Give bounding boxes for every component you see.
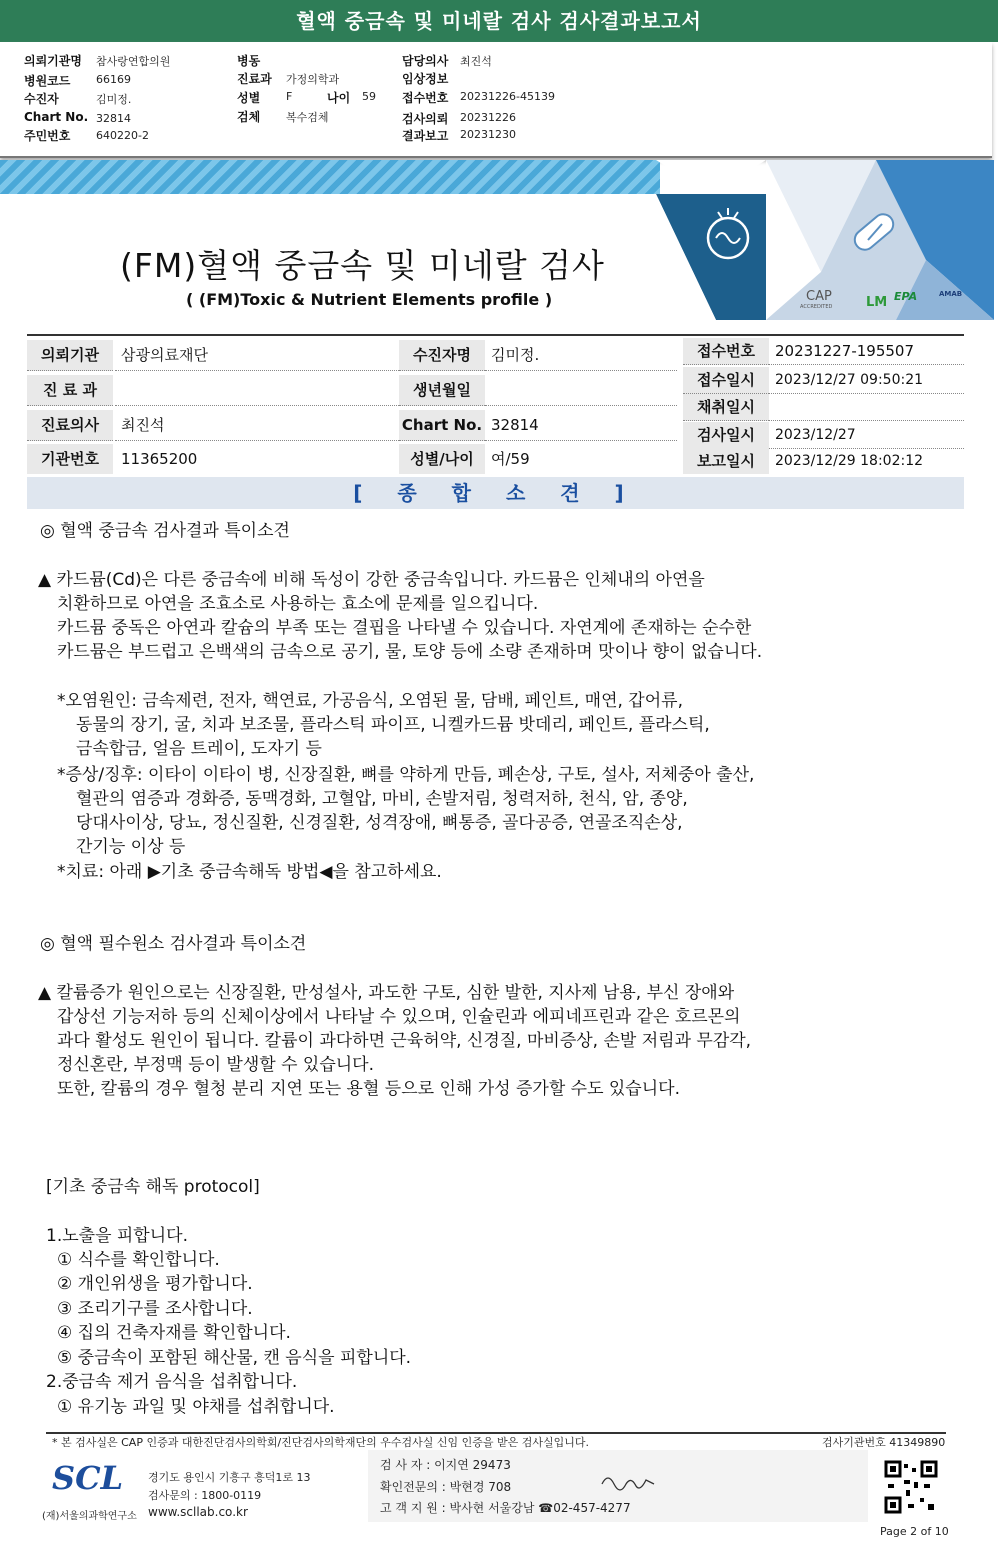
essential-element-heading: ◎ 혈액 필수원소 검사결과 특이소견 (40, 934, 307, 954)
amab-logo: AMAB (939, 290, 963, 298)
info-label: 진 료 과 (27, 375, 113, 406)
header-label: 진료과 (237, 72, 272, 86)
body-line: ④ 집의 건축자재를 확인합니다. (57, 1323, 291, 1343)
info-label: 의뢰기관 (27, 340, 113, 371)
body-line: ② 개인위생을 평가합니다. (57, 1274, 253, 1294)
body-line: 카드뮴은 부드럽고 은백색의 금속으로 공기, 물, 토양 등에 소량 존재하며 맛이나 향이 없습니다. (57, 642, 763, 662)
decorative-stripe (0, 160, 660, 194)
customer-support: 고 객 지 원 : 박사현 서울강남 ☎02-457-4277 (380, 1501, 631, 1515)
body-line: ⑤ 중금속이 포함된 해산물, 캔 음식을 피합니다. (57, 1348, 412, 1368)
info-value: 2023/12/27 (769, 422, 964, 449)
header-value: 복수검체 (286, 111, 329, 124)
header-label: 임상정보 (402, 72, 449, 86)
tester: 검 사 자 : 이지연 29473 (380, 1458, 511, 1472)
info-value: 32814 (485, 410, 677, 441)
cap-logo: CAP (806, 289, 832, 304)
body-line: 또한, 칼륨의 경우 혈청 분리 지연 또는 용혈 등으로 인해 가성 증가할 수도 있습니다. (57, 1079, 680, 1099)
page-title: (FM)혈액 중금속 및 미네랄 검사 (120, 246, 605, 285)
patient-info-table (27, 334, 964, 476)
header-value: 가정의학과 (286, 73, 340, 86)
signature-mark (598, 1470, 658, 1492)
header-label: 검사의뢰 (402, 112, 449, 126)
info-label: 생년월일 (399, 375, 485, 406)
info-label: 접수일시 (683, 367, 769, 394)
info-value: 11365200 (121, 450, 198, 468)
info-label: 수진자명 (399, 340, 485, 371)
header-label: 병동 (237, 54, 261, 68)
protocol-heading: [기초 중금속 해독 protocol] (46, 1177, 260, 1197)
header-value: 20231230 (460, 128, 516, 141)
body-line: *치료: 아래 ▶기초 중금속해독 방법◀을 참고하세요. (57, 862, 442, 882)
body-line: 동물의 장기, 굴, 치과 보조물, 플라스틱 파이프, 니켈카드뮴 밧데리, 페인트, 플라스틱, (76, 715, 710, 735)
body-line: 치환하므로 아연을 조효소로 사용하는 효소에 문제를 일으킵니다. (57, 594, 539, 614)
info-value (769, 394, 964, 421)
header-graphic (656, 160, 994, 320)
info-label: 접수번호 (683, 338, 769, 365)
info-label: 성별/나이 (399, 444, 485, 474)
body-line: 과다 활성도 원인이 됩니다. 칼륨이 과다하면 근육허약, 신경질, 마비증상, 손발 저림과 무감각, (57, 1031, 752, 1051)
heavy-metal-heading: ◎ 혈액 중금속 검사결과 특이소견 (40, 521, 290, 541)
info-value: 김미정. (485, 340, 677, 371)
header-value: F (286, 90, 293, 103)
info-value: 2023/12/27 09:50:21 (769, 367, 964, 394)
header-label: 담당의사 (402, 54, 449, 68)
body-line: 2.중금속 제거 음식을 섭취합니다. (46, 1372, 298, 1392)
body-line: 혈관의 염증과 경화증, 동맥경화, 고혈압, 마비, 손발저림, 청력저하, 천식, 암, 종양, (76, 789, 688, 809)
body-line: ▲ 카드뮴(Cd)은 다른 중금속에 비해 독성이 강한 중금속입니다. 카드뮴은 인체내의 아연을 (38, 570, 705, 590)
info-value: 2023/12/29 18:02:12 (775, 453, 924, 469)
report-banner: 혈액 중금속 및 미네랄 검사 검사결과보고서 (0, 0, 998, 42)
header-label: 성별 (237, 91, 261, 105)
page-number: Page 2 of 10 (880, 1525, 949, 1538)
header-label-age: 나이 (327, 91, 351, 105)
body-line: 금속합금, 얼음 트레이, 도자기 등 (76, 739, 322, 759)
header-label: 수진자 (24, 92, 59, 106)
body-line: *증상/징후: 이타이 이타이 병, 신장질환, 뼈를 약하게 만듬, 폐손상, 구토, 설사, 저체중아 출산, (57, 765, 755, 785)
header-label: 의뢰기관명 (24, 54, 82, 68)
body-line: *오염원인: 금속제련, 전자, 핵연료, 가공음식, 오염된 물, 담배, 페인트, 매연, 갑어류, (57, 691, 683, 711)
info-value (485, 375, 677, 406)
epa-logo: EPA (894, 290, 918, 303)
info-label: 보고일시 (683, 448, 769, 474)
header-value: 최진석 (460, 55, 492, 68)
header-value: 20231226-45139 (460, 90, 555, 103)
page-subtitle: ( (FM)Toxic & Nutrient Elements profile ) (186, 290, 553, 309)
info-value: 여/59 (491, 450, 530, 468)
summary-section-title: [ 종 합 소 견 ] (27, 477, 964, 509)
body-line: 1.노출을 피합니다. (46, 1226, 188, 1246)
scl-logo: SCL (52, 1459, 124, 1497)
header-value: 김미정. (96, 93, 132, 106)
cap-logo-sub: ACCREDITED (800, 304, 833, 310)
body-line: ① 유기농 과일 및 야채를 섭취합니다. (57, 1397, 335, 1417)
qr-code (884, 1460, 938, 1514)
info-label: 채취일시 (683, 394, 769, 421)
body-line: ① 식수를 확인합니다. (57, 1250, 220, 1270)
header-label: 병원코드 (24, 74, 71, 88)
body-line: 당대사이상, 당뇨, 정신질환, 신경질환, 성격장애, 뼈통증, 골다공증, 연골조직손상, (76, 813, 683, 833)
body-line: ▲ 칼륨증가 원인으로는 신장질환, 만성설사, 과도한 구토, 심한 발한, 지사제 남용, 부신 장애와 (38, 983, 735, 1003)
header-value-age: 59 (362, 90, 376, 103)
body-line: 갑상선 기능저하 등의 신체이상에서 나타날 수 있으며, 인슐린과 에피네프린과 같은 호르몬의 (57, 1007, 741, 1027)
header-value: 20231226 (460, 111, 516, 124)
header-label: 검체 (237, 110, 261, 124)
contact-phone: 검사문의 : 1800-0119 (148, 1489, 262, 1502)
confirming-physician: 확인전문의 : 박현경 708 (380, 1480, 512, 1494)
organization-name: (재)서울의과학연구소 (42, 1511, 137, 1522)
lab-number: 검사기관번호 41349890 (822, 1436, 946, 1449)
header-label: 결과보고 (402, 129, 449, 143)
header-label: 접수번호 (402, 91, 449, 105)
info-label: Chart No. (399, 410, 485, 441)
info-value: 20231227-195507 (769, 338, 964, 365)
header-label: 주민번호 (24, 129, 71, 143)
info-label: 진료의사 (27, 410, 113, 441)
body-line: 카드뮴 중독은 아연과 칼슘의 부족 또는 결핍을 나타낼 수 있습니다. 자연계에 존재하는 순수한 (57, 618, 752, 638)
info-value: 삼광의료재단 (115, 340, 399, 371)
website-link[interactable]: www.scllab.co.kr (148, 1505, 248, 1519)
header-value: 참사랑연합의원 (96, 55, 171, 68)
body-line: 정신혼란, 부정맥 등이 발생할 수 있습니다. (57, 1055, 375, 1075)
header-value: 32814 (96, 112, 131, 125)
info-value: 최진석 (115, 410, 399, 441)
info-value (115, 375, 399, 406)
header-value: 640220-2 (96, 129, 149, 142)
report-header (0, 42, 992, 158)
certification-note: * 본 검사실은 CAP 인증과 대한진단검사의학회/진단검사의학재단의 우수검사실 신임 인증을 받은 검사실입니다. (52, 1436, 590, 1449)
header-label: Chart No. (24, 110, 89, 124)
body-line: 간기능 이상 등 (76, 837, 186, 857)
body-line: ③ 조리기구를 조사합니다. (57, 1299, 253, 1319)
lm-logo: LM (866, 295, 888, 310)
info-label: 검사일시 (683, 422, 769, 449)
header-value: 66169 (96, 73, 131, 86)
address: 경기도 용인시 기흥구 흥덕1로 13 (148, 1471, 311, 1484)
info-label: 기관번호 (27, 444, 113, 474)
